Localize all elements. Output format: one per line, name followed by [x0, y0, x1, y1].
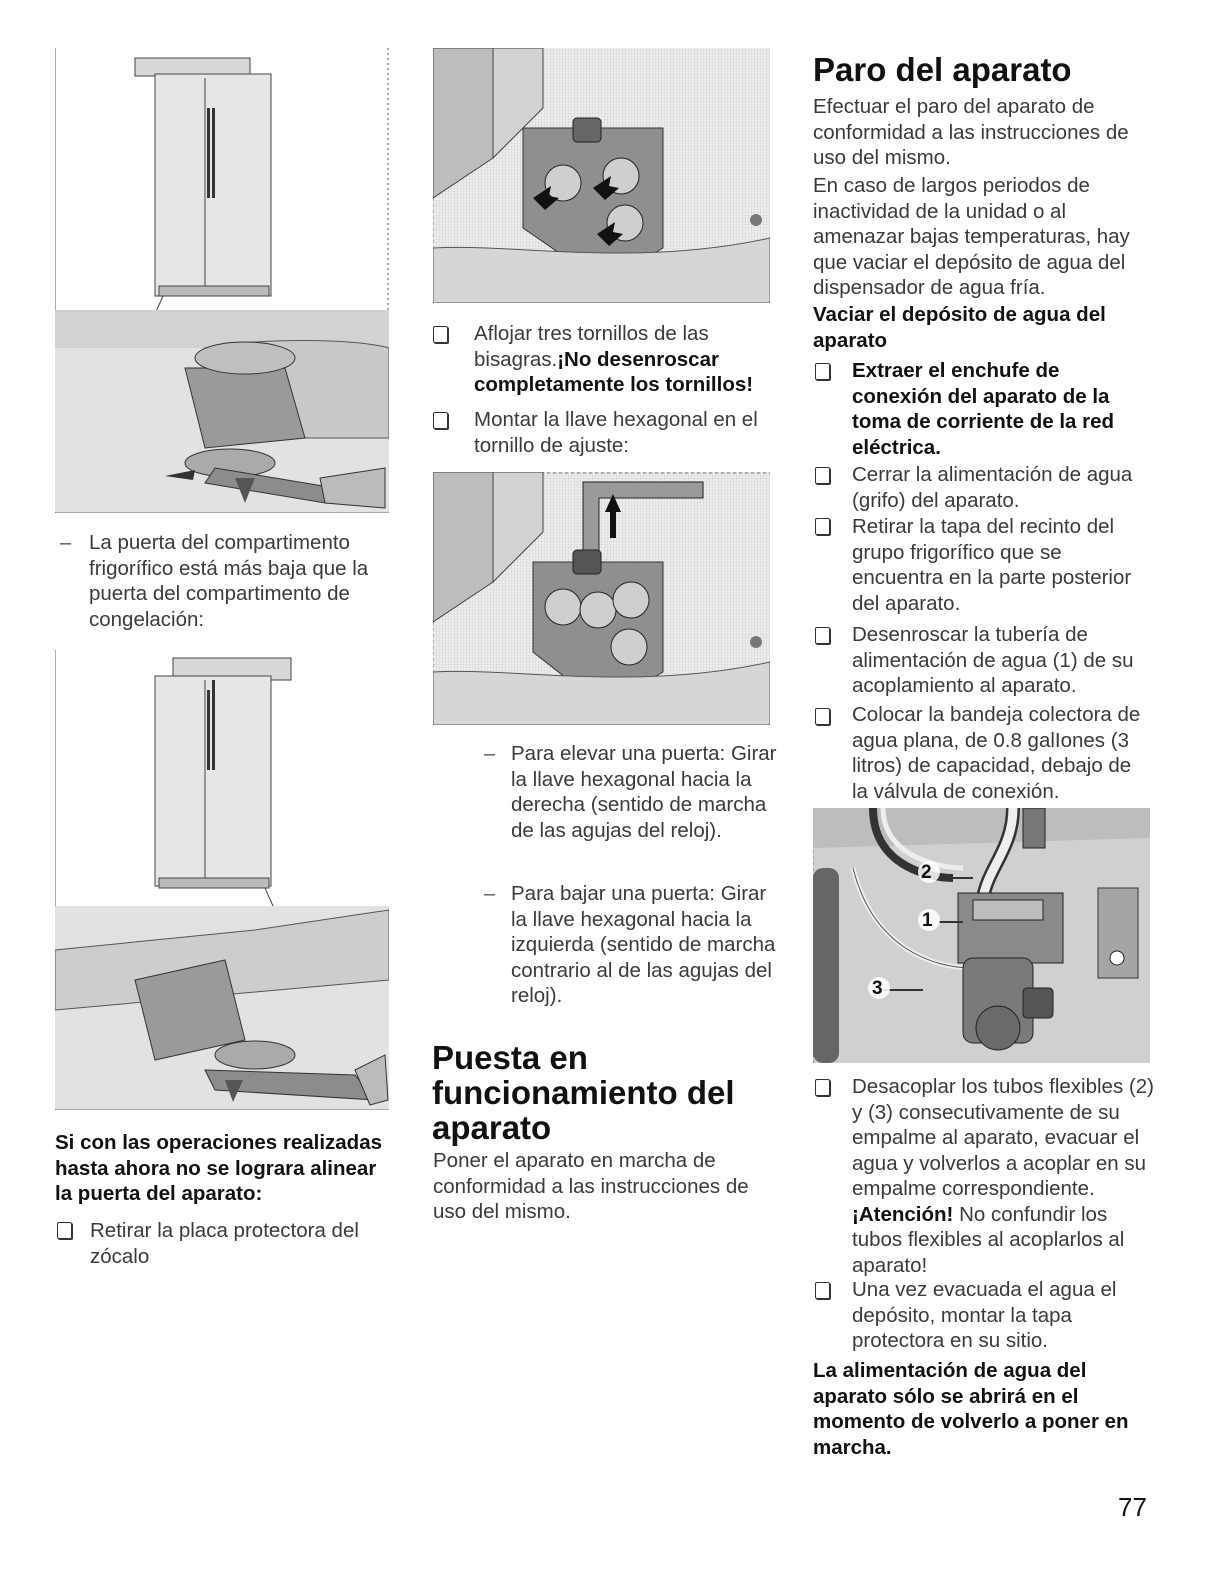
figure-water-valve: [813, 808, 1150, 1063]
checkbox-icon: [433, 412, 448, 429]
raise-door-instruction: Para elevar una puerta: Girar la llave hexagonal hacia la derecha (sentido de marcha de las agujas del reloj).: [511, 742, 777, 842]
caption-dash: –: [60, 532, 72, 554]
checkbox-icon: [815, 708, 830, 725]
place-tray-step: Colocar la bandeja colectora de agua plana, de 0.8 galIones (3 litros) de capacidad, debajo de la válvula de conexión.: [852, 703, 1141, 803]
checkbox-icon: [815, 627, 830, 644]
sub-dash: –: [484, 743, 496, 765]
figure-base-adjustment: [55, 650, 389, 1110]
shutdown-paragraph: Efectuar el paro del aparato de conformidad a las instrucciones de uso del mismo.: [813, 95, 1129, 169]
sub-dash: –: [484, 883, 496, 905]
remount-cover-step: Una vez evacuada el agua el depósito, montar la tapa protectora en su sitio.: [852, 1278, 1117, 1352]
inactivity-paragraph: En caso de largos periodos de inactividad de la unidad o al amenazar bajas temperaturas, hay que vaciar el depósito de agua del dispensador de agua fría.: [813, 174, 1130, 299]
checkbox-icon: [815, 363, 830, 380]
shutdown-heading: Paro del aparato: [813, 51, 1072, 88]
alignment-warning: Si con las operaciones realizadas hasta ahora no se lograra alinear la puerta del aparato:: [55, 1131, 383, 1205]
pipe-label-1: 1: [922, 910, 933, 931]
startup-paragraph: Poner el aparato en marcha de conformidad a las instrucciones de uso del mismo.: [433, 1149, 749, 1223]
fridge-lower-caption: La puerta del compartimento frigorífico está más baja que la puerta del compartimento de congelación:: [89, 531, 369, 631]
hose-label-3: 3: [872, 978, 883, 999]
loosen-screws-step: [474, 321, 774, 398]
do-not-unscrew-warning: ¡No desenroscar completamente los tornillos!: [474, 347, 754, 396]
figure-hex-key: [433, 472, 770, 725]
drain-tank-subheading: Vaciar el depósito de agua del aparato: [813, 303, 1106, 352]
startup-heading: Puesta en funcionamiento del aparato: [432, 1039, 735, 1146]
checkbox-icon: [815, 518, 830, 535]
hose-label-2: 2: [921, 862, 932, 883]
checkbox-icon: [815, 1079, 830, 1096]
uncouple-hoses-text: Desacoplar los tubos flexibles (2) y (3) consecutivamente de su empalme al aparato, evacuar el agua y volverlos a acoplar en su empalme correspondiente.: [852, 1075, 1154, 1200]
checkbox-icon: [57, 1222, 72, 1239]
water-supply-note: La alimentación de agua del aparato sólo se abrirá en el momento de volverlo a poner en marcha.: [813, 1359, 1129, 1459]
figure-hinge-screws: [433, 48, 770, 303]
remove-cover-step: Retirar la tapa del recinto del grupo frigorífico que se encuentra en la parte posterior del aparato.: [852, 515, 1132, 615]
remove-plate-step: Retirar la placa protectora del zócalo: [90, 1219, 359, 1268]
unscrew-pipe-step: Desenroscar la tubería de alimentación de agua (1) de su acoplamiento al aparato.: [852, 623, 1134, 697]
loosen-screws-text: Aflojar tres tornillos de las bisagras.: [474, 322, 709, 371]
unplug-step: Extraer el enchufe de conexión del aparato de la toma de corriente de la red eléctrica.: [852, 359, 1115, 459]
checkbox-icon: [815, 467, 830, 484]
uncouple-hoses-step: [852, 1074, 1162, 1278]
figure-fridge-lowered-door: [55, 48, 389, 513]
attention-text: No confundir los tubos flexibles al acoplarlos al aparato!: [852, 1202, 1125, 1277]
mount-hex-key-step: Montar la llave hexagonal en el tornillo de ajuste:: [474, 408, 758, 457]
lower-door-instruction: Para bajar una puerta: Girar la llave hexagonal hacia la izquierda (sentido de marcha contrario al de las agujas del reloj).: [511, 882, 776, 1007]
page-number: 77: [1118, 1492, 1147, 1522]
attention-label: ¡Atención!: [852, 1202, 954, 1226]
checkbox-icon: [433, 326, 448, 343]
close-water-step: Cerrar la alimentación de agua (grifo) del aparato.: [852, 463, 1133, 512]
checkbox-icon: [815, 1282, 830, 1299]
